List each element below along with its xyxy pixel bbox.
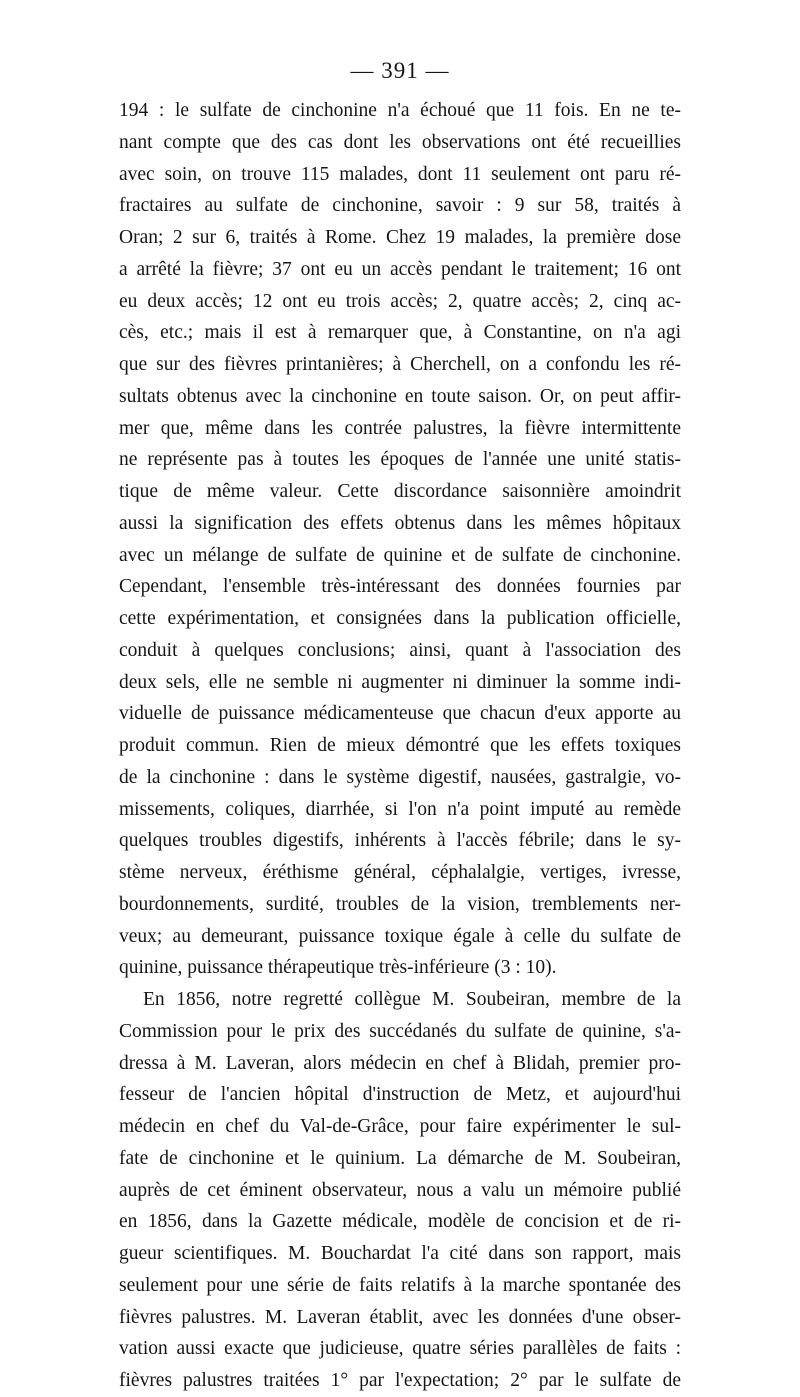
text-line: fate de cinchonine et le quinium. La démarche de M. Soubeiran,: [119, 1147, 681, 1169]
text-line: avec un mélange de sulfate de quinine et de sulfate de cinchonine.: [119, 544, 681, 566]
text-line: avec soin, on trouve 115 malades, dont 11 seulement ont paru ré-: [119, 163, 681, 185]
text-line: aussi la signification des effets obtenus dans les mêmes hôpitaux: [119, 512, 681, 534]
text-line: que sur des fièvres printanières; à Cherchell, on a confondu les ré-: [119, 354, 681, 375]
text-line: en 1856, dans la Gazette médicale, modèle de concision et de ri-: [119, 1211, 681, 1233]
text-line: cès, etc.; mais il est à remarquer que, à Constantine, on n'a agi: [119, 322, 681, 344]
text-line: Commission pour le prix des succédanés du sulfate de quinine, s'a-: [119, 1020, 681, 1042]
text-line: conduit à quelques conclusions; ainsi, quant à l'association des: [119, 639, 681, 661]
text-line: bourdonnements, surdité, troubles de la vision, tremblements ner-: [119, 893, 681, 915]
text-line: auprès de cet éminent observateur, nous a valu un mémoire publié: [119, 1179, 681, 1201]
text-line: 194 : le sulfate de cinchonine n'a échoué que 11 fois. En ne te-: [119, 100, 681, 121]
text-line: produit commun. Rien de mieux démontré que les effets toxiques: [119, 735, 681, 756]
text-line: fractaires au sulfate de cinchonine, savoir : 9 sur 58, traités à: [119, 195, 681, 217]
text-line: gueur scientifiques. M. Bouchardat l'a cité dans son rapport, mais: [119, 1243, 681, 1264]
text-line: viduelle de puissance médicamenteuse que chacun d'eux apporte au: [119, 703, 681, 725]
text-line: cette expérimentation, et consignées dans la publication officielle,: [119, 608, 681, 629]
text-line: Oran; 2 sur 6, traités à Rome. Chez 19 malades, la première dose: [119, 227, 681, 248]
text-line: fièvres palustres traitées 1° par l'expectation; 2° par le sulfate de: [119, 1370, 681, 1391]
text-line: ne représente pas à toutes les époques de l'année une unité statis-: [119, 449, 681, 471]
text-line: veux; au demeurant, puissance toxique égale à celle du sulfate de: [119, 925, 681, 947]
text-line: tique de même valeur. Cette discordance saisonnière amoindrit: [119, 481, 681, 502]
text-line: de la cinchonine : dans le système digestif, nausées, gastralgie, vo-: [119, 766, 681, 788]
text-line: Cependant, l'ensemble très-intéressant des données fournies par: [119, 576, 681, 598]
text-line: seulement pour une série de faits relatifs à la marche spontanée des: [119, 1274, 681, 1296]
paragraph-start-line: En 1856, notre regretté collègue M. Soubeiran, membre de la: [143, 989, 681, 1010]
paragraph-end-line: quinine, puissance thérapeutique très-inférieure (3 : 10).: [119, 957, 557, 979]
text-line: vation aussi exacte que judicieuse, quatre séries parallèles de faits :: [119, 1338, 681, 1360]
text-line: fièvres palustres. M. Laveran établit, avec les données d'une obser-: [119, 1306, 681, 1328]
text-line: mer que, même dans les contrée palustres, la fièvre intermittente: [119, 417, 681, 439]
text-line: nant compte que des cas dont les observations ont été recueillies: [119, 131, 681, 153]
text-line: quelques troubles digestifs, inhérents à l'accès fébrile; dans le sy-: [119, 830, 681, 852]
text-line: sultats obtenus avec la cinchonine en toute saison. Or, on peut affir-: [119, 385, 681, 407]
text-line: missements, coliques, diarrhée, si l'on n'a point imputé au remède: [119, 798, 681, 820]
body-text: [119, 95, 681, 1397]
text-line: a arrêté la fièvre; 37 ont eu un accès pendant le traitement; 16 ont: [119, 258, 681, 280]
page-number: — 391 —: [350, 58, 450, 83]
text-line: eu deux accès; 12 ont eu trois accès; 2, quatre accès; 2, cinq ac-: [119, 290, 681, 312]
text-line: médecin en chef du Val-de-Grâce, pour faire expérimenter le sul-: [119, 1116, 681, 1137]
text-line: stème nerveux, éréthisme général, céphalalgie, vertiges, ivresse,: [119, 862, 681, 883]
text-line: fesseur de l'ancien hôpital d'instruction de Metz, et aujourd'hui: [119, 1084, 681, 1106]
text-line: dressa à M. Laveran, alors médecin en chef à Blidah, premier pro-: [119, 1052, 681, 1074]
text-line: deux sels, elle ne semble ni augmenter ni diminuer la somme indi-: [119, 671, 681, 693]
